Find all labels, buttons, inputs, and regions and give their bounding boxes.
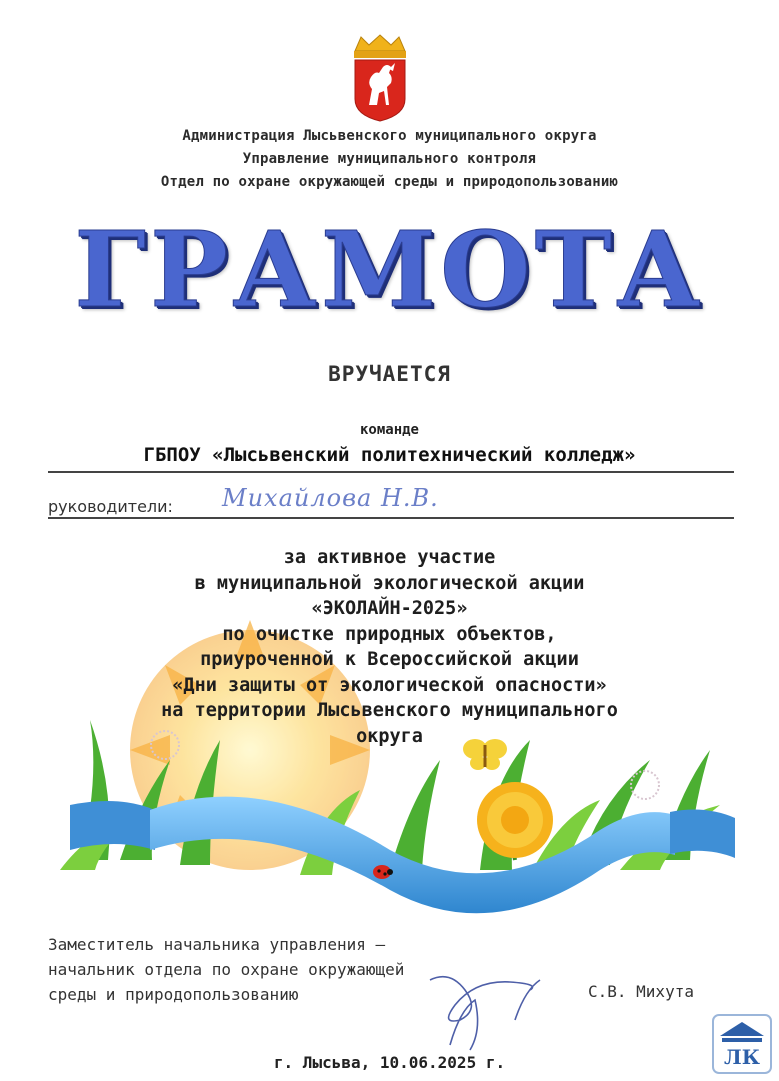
signer-name: С.В. Михута xyxy=(588,982,694,1001)
college-logo xyxy=(712,1014,772,1074)
position-line: среды и природопользованию xyxy=(48,985,299,1004)
coat-of-arms-emblem xyxy=(349,33,411,123)
header-line-department: Управление муниципального контроля xyxy=(242,151,537,167)
leader-underline xyxy=(48,517,734,519)
header-line-division: Отдел по охране окружающей среды и природопользованию xyxy=(160,174,619,190)
certificate-title: ГРАМОТА xyxy=(74,208,705,331)
handwritten-signature xyxy=(420,950,570,1060)
recipient-name: ГБПОУ «Лысьвенский политехнический колледж» xyxy=(143,444,636,466)
award-reason xyxy=(0,545,779,749)
reason-line: по очистке природных объектов, xyxy=(222,623,557,645)
college-logo-text: ЛК xyxy=(724,1045,760,1069)
reason-line: приуроченной к Всероссийской акции xyxy=(200,649,579,670)
reason-line: «ЭКОЛАЙН-2025» xyxy=(311,598,468,619)
leader-label: руководители: xyxy=(48,497,173,516)
leader-handwritten-name: Михайлова Н.В. xyxy=(222,484,439,512)
position-line: начальник отдела по охране окружающей xyxy=(48,960,405,979)
reason-line: на территории Лысьвенского муниципального xyxy=(161,700,618,721)
awarded-label: ВРУЧАЕТСЯ xyxy=(328,362,451,386)
reason-line: «Дни защиты от экологической опасности» xyxy=(172,674,607,696)
reason-line: в муниципальной экологической акции xyxy=(194,572,585,594)
recipient-underline xyxy=(48,471,734,473)
place-and-date: г. Лысьва, 10.06.2025 г. xyxy=(273,1053,506,1072)
team-label: команде xyxy=(359,422,419,438)
reason-line: округа xyxy=(356,725,423,747)
position-line: Заместитель начальника управления – xyxy=(48,935,386,954)
header-line-administration: Администрация Лысьвенского муниципального округа xyxy=(182,128,597,144)
reason-line: за активное участие xyxy=(283,547,496,568)
signatory-position xyxy=(48,932,404,1007)
